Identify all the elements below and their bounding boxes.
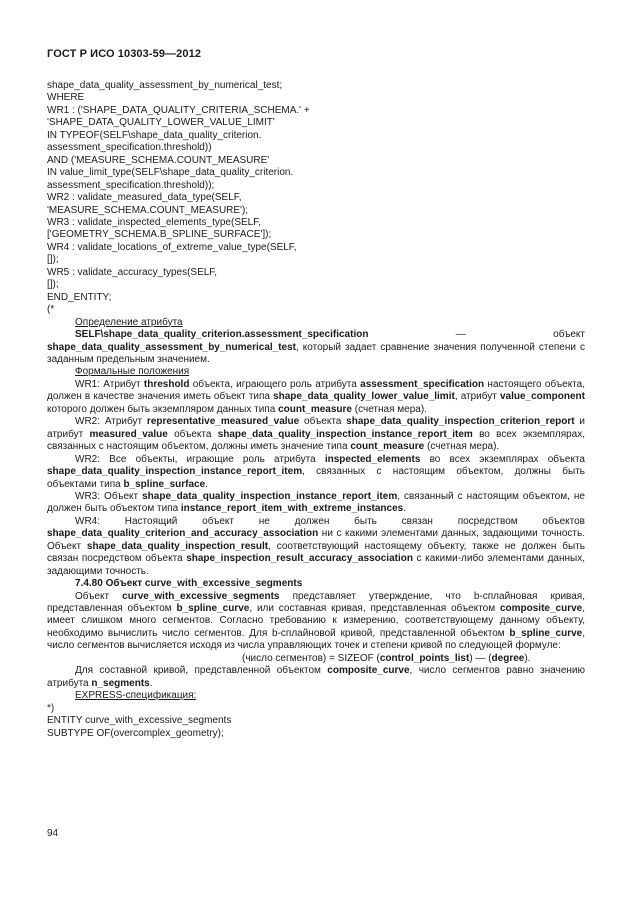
code-line: WR1 : ('SHAPE_DATA_QUALITY_CRITERIA_SCHEMA.' + xyxy=(47,104,310,116)
express-code-top xyxy=(47,80,585,317)
code-line: END_ENTITY; xyxy=(47,291,112,303)
express-specification-heading: EXPRESS-спецификация: xyxy=(75,690,197,702)
code-line: shape_data_quality_assessment_by_numerical_test; xyxy=(47,80,283,91)
section-paragraph: Объект curve_with_excessive_segments представляет утверждение, что b-сплайновая кривая, представленная объектом b_spline_curve, или составная кривая, представленная объектом composite_curve, имеет слишком много сегментов. Согласно требованию к измерению, соответствующему данному объекту, необходимо вычислить число сегментов. Для b-сплайновой кривой, представленной объектом b_spline_curve, число сегментов вычисляется исходя из числа управляющих точек и степени кривой по следующей формуле: xyxy=(47,590,585,652)
document-header: ГОСТ Р ИСО 10303-59—2012 xyxy=(47,48,202,60)
code-line: (* xyxy=(47,304,55,316)
code-line: SUBTYPE OF(overcomplex_geometry); xyxy=(47,727,224,739)
page-content xyxy=(47,80,585,740)
code-line: 'MEASURE_SCHEMA.COUNT_MEASURE'); xyxy=(47,204,249,216)
code-line: assessment_specification.threshold)) xyxy=(47,142,212,154)
formal-propositions-heading: Формальные положения xyxy=(75,366,190,378)
code-line: []); xyxy=(47,279,59,291)
code-line: AND ('MEASURE_SCHEMA.COUNT_MEASURE' xyxy=(47,154,270,166)
formula: (число сегментов) = SIZEOF (control_points_list) — (degree). xyxy=(242,652,531,664)
wr2-second-paragraph: WR2: Все объекты, играющие роль атрибута inspected_elements во всех экземплярах объекта shape_data_quality_inspection_instance_report_item, связанных с настоящим объектом, должны быть объектами типа b_spline_surface. xyxy=(47,453,585,490)
code-line: IN TYPEOF(SELF\shape_data_quality_criterion. xyxy=(47,129,262,141)
wr2-paragraph: WR2: Атрибут representative_measured_value объекта shape_data_quality_inspection_criterion_report и атрибут measured_value объекта shape_data_quality_inspection_instance_report_item во всех экземплярах, связанных с настоящим объектом, должны иметь значение типа count_measure (счетная мера). xyxy=(47,416,586,453)
code-line: ENTITY curve_with_excessive_segments xyxy=(47,715,232,727)
composite-curve-paragraph: Для составной кривой, представленной объектом composite_curve, число сегментов равно значению атрибута n_segments. xyxy=(47,665,586,689)
code-line: WR2 : validate_measured_data_type(SELF, xyxy=(47,192,242,204)
section-heading: 7.4.80 Объект curve_with_excessive_segments xyxy=(75,578,303,590)
wr3-paragraph: WR3: Объект shape_data_quality_inspection_instance_report_item, связанный с настоящим объектом, не должен быть объектом типа instance_report_item_with_extreme_instances. xyxy=(47,490,585,515)
page-number: 94 xyxy=(47,828,59,839)
express-code-bottom xyxy=(47,703,585,740)
code-line: WR4 : validate_locations_of_extreme_value_type(SELF, xyxy=(47,241,297,253)
code-line: WR3 : validate_inspected_elements_type(SELF, xyxy=(47,216,262,228)
code-line: IN value_limit_type(SELF\shape_data_quality_criterion. xyxy=(47,167,294,179)
code-line: WR5 : validate_accuracy_types(SELF, xyxy=(47,266,218,278)
code-line: WHERE xyxy=(47,92,85,104)
code-line: ['GEOMETRY_SCHEMA.B_SPLINE_SURFACE']); xyxy=(47,229,272,241)
wr1-paragraph: WR1: Атрибут threshold объекта, играющего роль атрибута assessment_specification настоящего объекта, должен в качестве значения иметь объект типа shape_data_quality_lower_value_limit, атрибут value_component которого должен быть экземпляром данных типа count_measure (счетная мера). xyxy=(47,378,585,415)
code-line: assessment_specification.threshold)); xyxy=(47,179,215,191)
code-line: 'SHAPE_DATA_QUALITY_LOWER_VALUE_LIMIT' xyxy=(47,117,275,129)
wr4-paragraph: WR4: Настоящий объект не должен быть связан посредством объектов shape_data_quality_criterion_and_accuracy_association ни с какими элементами данных, задающими точность. Объект shape_data_quality_inspection_result, соответствующий настоящему объекту, также не должен быть связан посредством объекта shape_inspection_result_accuracy_association с какими-либо элементами данных, задающими точность. xyxy=(47,515,585,577)
attribute-definition-paragraph: SELF\shape_data_quality_criterion.assessment_specification — объект shape_data_quality_assessment_by_numerical_test, который задает сравнение значения полученной степени с заданным предельным значением. xyxy=(47,329,585,365)
attribute-definition-heading: Определение атрибута xyxy=(75,316,183,328)
code-line: *) xyxy=(47,702,55,714)
code-line: []); xyxy=(47,254,59,266)
